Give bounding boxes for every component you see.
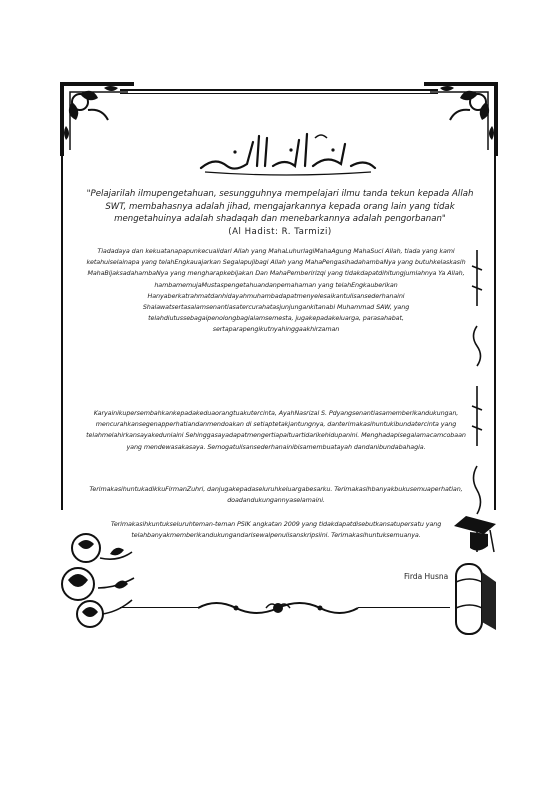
top-border-line bbox=[120, 89, 438, 91]
dedication-paragraph-2: Karyainikupersembahkankepadakeduaorangtuakutercinta, AyahNasrizal S. Pdyangsenantiasamemberikandukungan, mencurahkansegenapperhatiandanmendoakan di setiaptetakjantungnya, danterimakasihuntukibundatercinta yang telahmelahirkansayakeduniaini Sehinggasayadapatmengertiapaituartidarikehidupanini. Menghadapisegalamacamcobaan yang mendewasakasaya. Semogatulisansederhanainibisamembuatayah dandanibundabahagia. bbox=[86, 409, 466, 451]
bottom-center-ornament bbox=[196, 596, 360, 620]
vertical-calligraphy-ornament bbox=[468, 246, 486, 556]
dedication-paragraph-3: TerimakasihuntukadikkuFirmanZuhri, danjugakepadaseluruhkeluargabesarku. Terimakasihbanyakbukusemuaperhatian, doadandukungannyaselamaini. bbox=[89, 485, 463, 505]
left-border-line bbox=[61, 150, 63, 510]
scroll-and-cap-illustration bbox=[444, 512, 500, 640]
dedication-paragraph-1: Tiadadaya dan kekuatanapapunkecualidari Allah yang MahaLuhurlagiMahaAgung MahaSuci Allah, tiada yang kami ketahuiselainapa yang telahEngkauajarkan Segalapujibagi Allah yang MahaPengasihadahambaNya yang butuhkelaskasih MahaBijaksadahambaNya yang mengharapkebijakan Dan MahaPemberirizqi yang tidakdapatdihitungjumlahnya Ya Allah, hambamemujaMustaspengetahuandanpemahaman yang telahEngkauberikan Hanyaberkatrahmatdanhidayahmuhambadapatmenyelesaikantulisansederhanaini Shalawatsertasalamsenantiasatercurahatasjunjungankitanabi Muhammad SAW, yang telahdiutussebagaipenolongbagialamsemesta, jugakepadakeluarga, parasahabat, sertaparapengikutnyahinggaakhirzaman bbox=[86, 247, 466, 334]
author-signature: Firda Husna bbox=[404, 572, 449, 581]
top-left-corner-ornament bbox=[58, 80, 138, 160]
right-border-line bbox=[494, 150, 496, 510]
dedication-paragraph-4: Terimakasihkuntukseluruhteman-teman PSIK angkatan 2009 yang tidakdapatdisebutkansatupersatu yang telahbanyakmemberikandukungandarisewalpenulisanskripsiini. Terimakasihuntuksemuanya. bbox=[110, 520, 442, 540]
flower-bouquet-illustration bbox=[58, 528, 136, 632]
bottom-border-line-right bbox=[358, 607, 450, 608]
bismillah-calligraphy bbox=[195, 128, 380, 178]
quote-text: "Pelajarilah ilmupengetahuan, sesungguhnya mempelajari ilmu tanda tekun kepada Allah SWT, membahasnya adalah jihad, mengajarkannya kepada orang lain yang tidak mengetahuinya adalah shadaqah dan menebarkannya adalah pengorbanan" bbox=[86, 189, 474, 224]
top-border-thin-line bbox=[120, 93, 438, 94]
top-right-corner-ornament bbox=[420, 80, 500, 160]
quote-source: (Al Hadist: R. Tarmizi) bbox=[228, 226, 332, 237]
hadith-quote bbox=[76, 188, 484, 238]
